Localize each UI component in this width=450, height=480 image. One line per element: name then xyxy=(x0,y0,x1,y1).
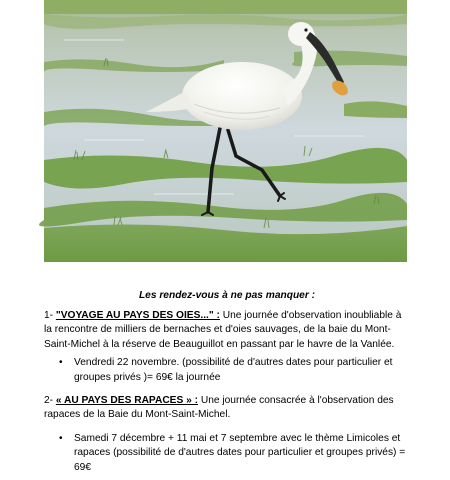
event-1-description: Une journée d'observation inoubliable à la rencontre de milliers de bernaches et d'oies sauvages, de la baie du Mont-Saint-Michel à la réserve de Beauguillot en passant par le havre de la Vanlée. xyxy=(44,309,402,350)
event-item-2 xyxy=(44,394,410,423)
event-1-title: "VOYAGE AU PAYS DES OIES..." : xyxy=(55,309,220,321)
event-item-1 xyxy=(44,309,410,353)
event-2-title: « AU PAYS DES RAPACES » : xyxy=(55,394,198,406)
event-2-number: 2- xyxy=(44,394,56,406)
event-2-description: Une journée consacrée à l'observation des rapaces de la Baie du Mont-Saint-Michel. xyxy=(44,394,394,421)
event-1-date-bullet: • Vendredi 22 novembre. (possibilité de d'autres dates pour particulier et groupes privés )= 69€ la journée xyxy=(57,356,410,385)
spoonbill-photo xyxy=(44,0,407,262)
event-1-number: 1- xyxy=(44,309,56,321)
events-heading: Les rendez-vous à ne pas manquer : xyxy=(138,290,316,301)
event-2-date-bullet: • Samedi 7 décembre + 11 mai et 7 septembre avec le thème Limicoles et rapaces (possibilité de d'autres dates pour particulier et groupes privés) = 69€ xyxy=(57,432,410,476)
events-section xyxy=(44,289,410,480)
